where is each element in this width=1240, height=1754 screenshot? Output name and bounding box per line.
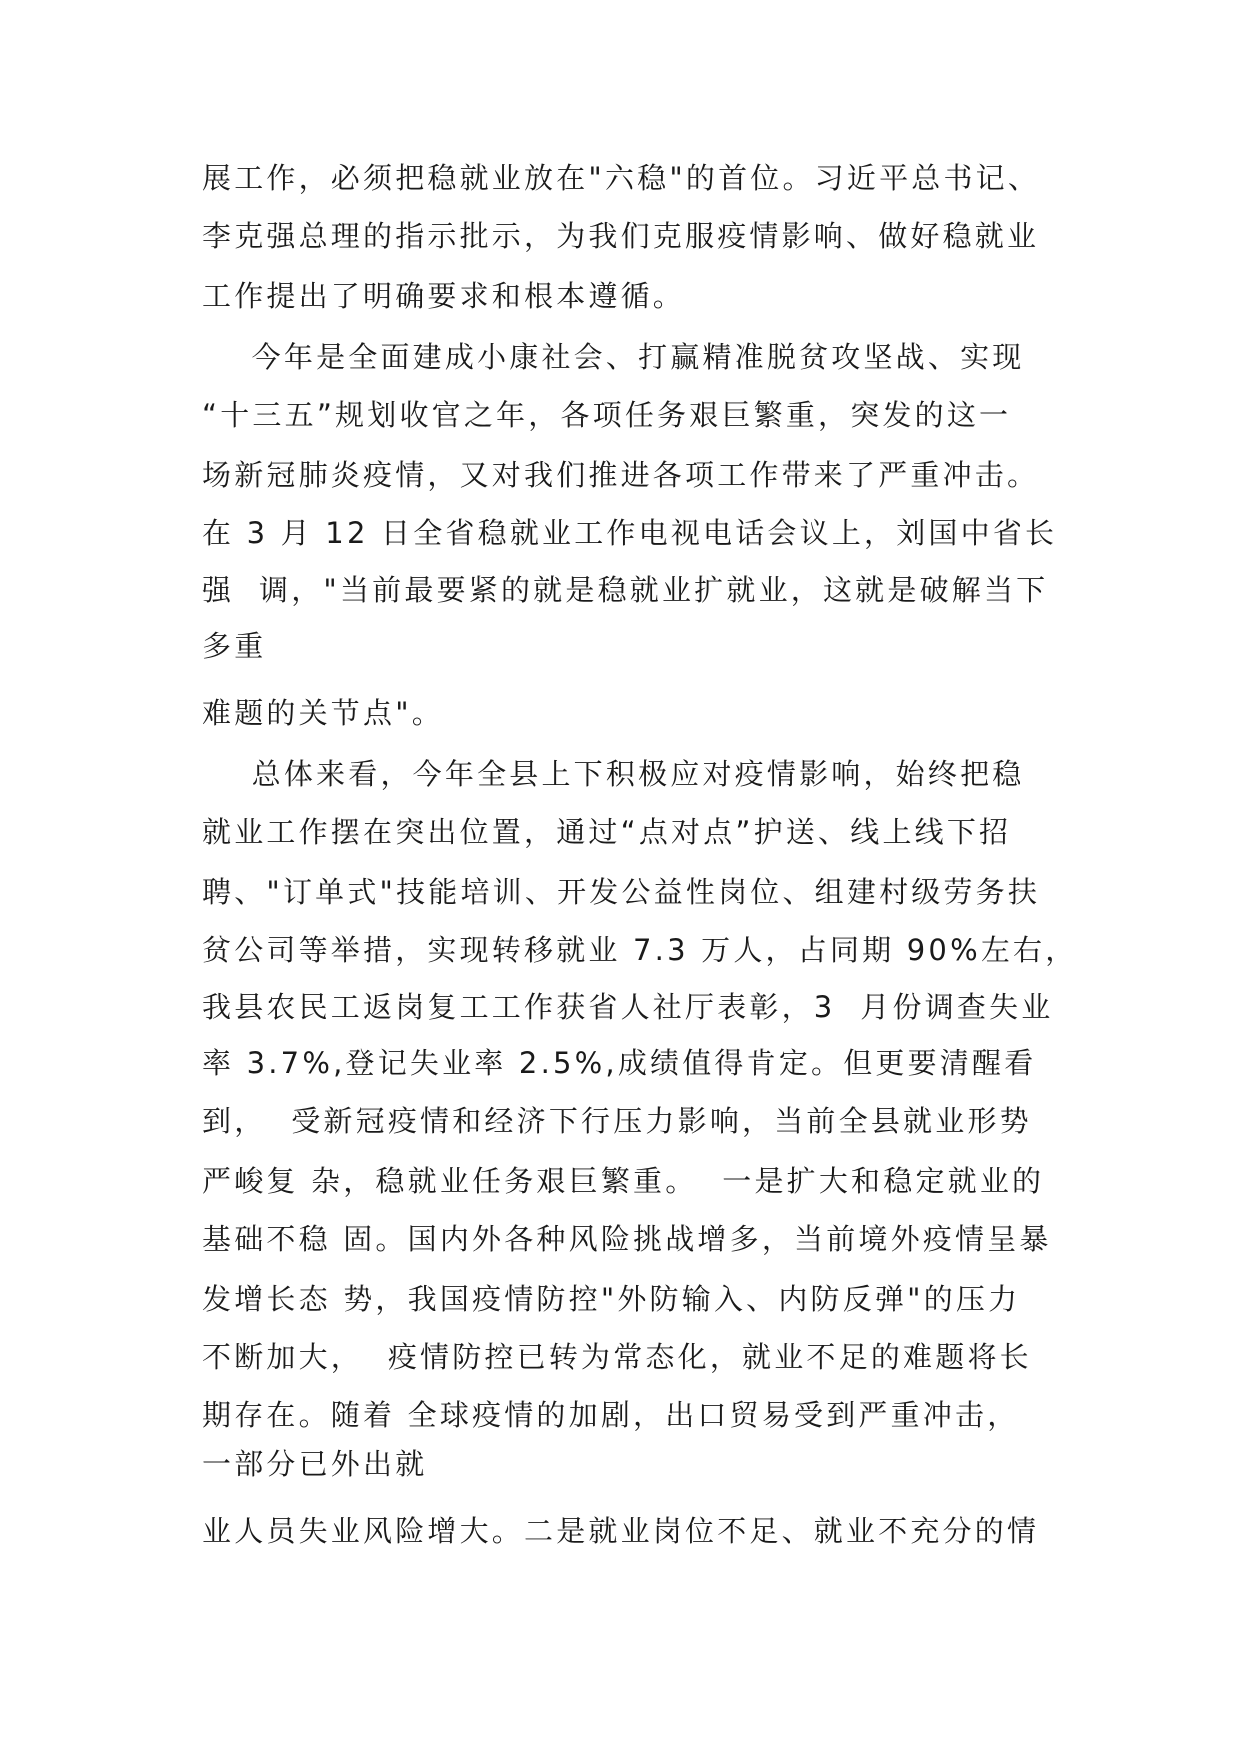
- text-line: 期存在。随着 全球疫情的加剧，出口贸易受到严重冲击，: [202, 1398, 1020, 1432]
- text-line: 展工作，必须把稳就业放在"六稳"的首位。习近平总书记、: [202, 161, 1041, 195]
- text-line: 就业工作摆在突出位置，通过“点对点”护送、线上线下招: [202, 815, 1012, 849]
- text-line: 多重: [202, 629, 267, 663]
- text-line: 总体来看，今年全县上下积极应对疫情影响，始终把稳: [202, 757, 1025, 791]
- text-line: 难题的关节点"。: [202, 696, 444, 730]
- text-line: 到， 受新冠疫情和经济下行压力影响，当前全县就业形势: [202, 1104, 1032, 1138]
- text-line: 在 3 月 12 日全省稳就业工作电视电话会议上，刘国中省长: [202, 516, 1058, 550]
- text-line: 李克强总理的指示批示，为我们克服疫情影响、做好稳就业: [202, 219, 1040, 253]
- text-line: 发增长态 势，我国疫情防控"外防输入、内防反弹"的压力: [202, 1282, 1021, 1316]
- text-line: 不断加大， 疫情防控已转为常态化，就业不足的难题将长: [202, 1340, 1032, 1374]
- text-line: 今年是全面建成小康社会、打赢精准脱贫攻坚战、实现: [202, 340, 1025, 374]
- text-line: 场新冠肺炎疫情，又对我们推进各项工作带来了严重冲击。: [202, 458, 1040, 492]
- text-line: 严峻复 杂，稳就业任务艰巨繁重。 一是扩大和稳定就业的: [202, 1164, 1045, 1198]
- text-line: 工作提出了明确要求和根本遵循。: [202, 279, 686, 313]
- text-line: 强 调，"当前最要紧的就是稳就业扩就业，这就是破解当下: [202, 573, 1049, 607]
- text-line: 基础不稳 固。国内外各种风险挑战增多，当前境外疫情呈暴: [202, 1222, 1052, 1256]
- text-line: 一部分已外出就: [202, 1447, 428, 1481]
- text-line: 业人员失业风险增大。二是就业岗位不足、就业不充分的情: [202, 1514, 1040, 1548]
- text-line: 我县农民工返岗复工工作获省人社厅表彰，3 月份调查失业: [202, 990, 1054, 1024]
- text-line: “十三五”规划收官之年，各项任务艰巨繁重，突发的这一: [202, 398, 1012, 432]
- text-line: 贫公司等举措，实现转移就业 7.3 万人，占同期 90%左右，: [202, 933, 1078, 967]
- text-line: 率 3.7%,登记失业率 2.5%,成绩值得肯定。但更要清醒看: [202, 1046, 1037, 1080]
- text-line: 聘、"订单式"技能培训、开发公益性岗位、组建村级劳务扶: [202, 875, 1041, 909]
